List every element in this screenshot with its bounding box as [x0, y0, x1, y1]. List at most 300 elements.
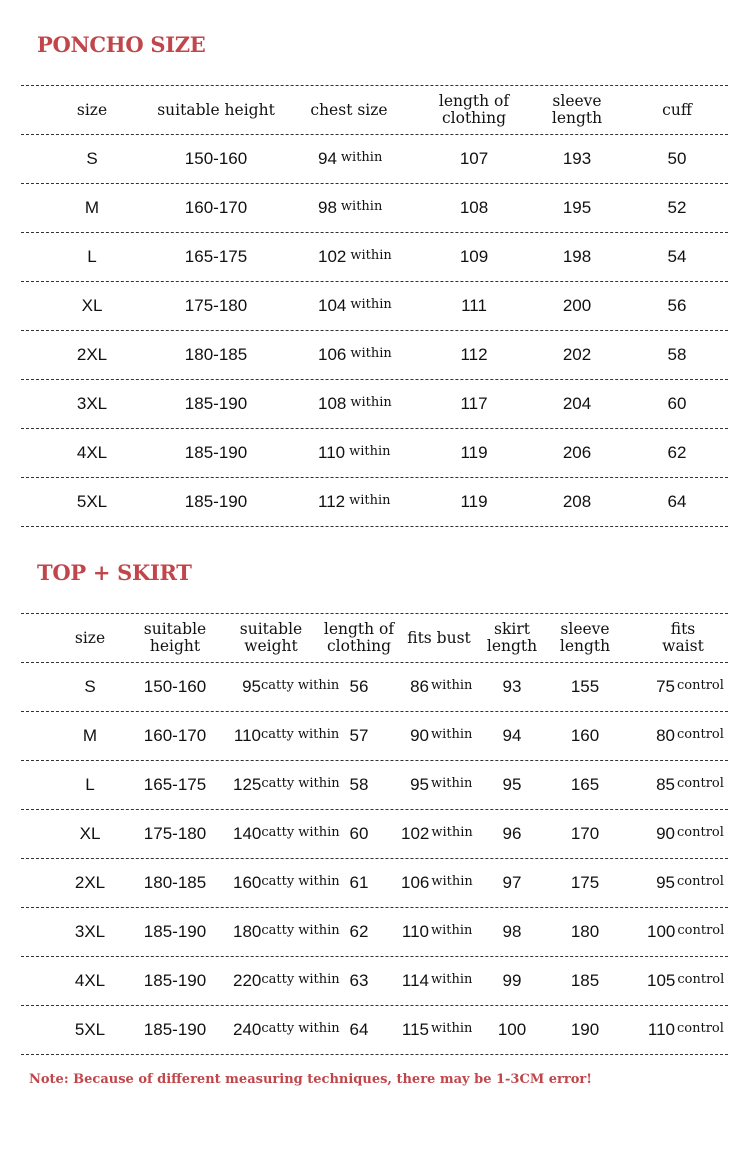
cell-sleeve: [563, 331, 591, 379]
cell-chest: [318, 331, 392, 379]
value-waist: 110: [647, 1020, 675, 1039]
value-weight: 140: [233, 824, 262, 843]
table-row: [21, 232, 728, 281]
column-header: fits waist: [662, 620, 704, 655]
cell-sleeve: [563, 135, 591, 183]
value-chest: 108: [318, 394, 347, 413]
cell-chest: [318, 233, 392, 281]
value-cuff: 52: [667, 198, 687, 217]
cell-bust: [401, 957, 472, 1005]
unit-within: within: [431, 775, 473, 791]
value-cuff: 60: [667, 394, 687, 413]
unit-within: within: [298, 1020, 340, 1036]
unit-within: within: [298, 775, 340, 791]
value-cuff: 54: [667, 247, 687, 266]
cell-waist: [647, 1006, 724, 1054]
unit-within: within: [431, 922, 473, 938]
value-cuff: 62: [667, 443, 687, 462]
cell-size: [80, 810, 101, 858]
cell-height: [144, 957, 206, 1005]
table-row: [21, 183, 728, 232]
value-sleeve: 193: [562, 149, 592, 168]
cell-waist: [647, 810, 724, 858]
table-row: [21, 428, 728, 477]
unit-within: within: [350, 345, 392, 361]
value-height: 175-180: [184, 296, 248, 315]
value-skirt: 99: [502, 971, 522, 990]
unit-within: within: [298, 873, 340, 889]
value-length: 107: [459, 149, 489, 168]
value-chest: 102: [318, 247, 347, 266]
cell-height: [185, 233, 247, 281]
value-bust: 86: [410, 677, 429, 696]
cell-bust: [401, 908, 472, 956]
cell-size: [82, 282, 103, 330]
unit-within: within: [297, 677, 340, 693]
cell-skirt: [503, 859, 522, 907]
unit-catty: catty: [261, 677, 294, 693]
value-length: 62: [349, 922, 369, 941]
cell-length: [460, 135, 488, 183]
value-length: 63: [349, 971, 369, 990]
cell-sleeve: [571, 663, 599, 711]
value-weight: 125: [233, 775, 262, 794]
cell-length: [350, 1006, 369, 1054]
value-weight: 95: [242, 677, 261, 696]
cell-size: [85, 761, 94, 809]
value-weight: 180: [233, 922, 262, 941]
unit-control: control: [677, 971, 725, 987]
cell-skirt: [503, 810, 522, 858]
table-row: [21, 956, 728, 1005]
value-chest: 110: [318, 443, 346, 462]
cell-size: [85, 184, 99, 232]
cell-bust: [401, 859, 473, 907]
value-bust: 102: [401, 824, 430, 843]
value-height: 185-190: [143, 1020, 207, 1039]
cell-sleeve: [571, 810, 599, 858]
unit-within: within: [340, 198, 383, 214]
cell-skirt: [503, 663, 522, 711]
unit-catty: catty: [261, 873, 295, 889]
cell-cuff: [668, 478, 687, 526]
unit-control: control: [677, 775, 724, 791]
cell-sleeve: [571, 1006, 599, 1054]
value-height: 150-160: [143, 677, 207, 696]
unit-within: within: [340, 149, 383, 165]
value-chest: 104: [318, 296, 347, 315]
cell-cuff: [668, 282, 687, 330]
value-size: M: [84, 198, 100, 217]
cell-length: [350, 663, 369, 711]
cell-bust: [401, 663, 472, 711]
cell-length: [461, 282, 487, 330]
value-cuff: 64: [667, 492, 687, 511]
cell-size: [75, 859, 105, 907]
unit-control: control: [677, 873, 724, 889]
top-skirt-title: TOP + SKIRT: [37, 560, 192, 585]
unit-control: control: [677, 824, 724, 840]
value-height: 160-170: [184, 198, 248, 217]
cell-waist: [647, 712, 724, 760]
value-cuff: 58: [667, 345, 687, 364]
value-bust: 115: [401, 1020, 429, 1039]
cell-skirt: [503, 908, 522, 956]
value-length: 64: [349, 1020, 369, 1039]
cell-chest: [318, 429, 391, 477]
cell-skirt: [503, 957, 522, 1005]
value-length: 109: [459, 247, 489, 266]
cell-waist: [647, 663, 724, 711]
value-sleeve: 195: [562, 198, 592, 217]
value-skirt: 98: [502, 922, 522, 941]
cell-weight: [233, 663, 339, 711]
value-size: XL: [79, 824, 101, 843]
cell-cuff: [668, 429, 687, 477]
value-skirt: 97: [502, 873, 522, 892]
table-row: [21, 134, 728, 183]
cell-weight: [233, 957, 340, 1005]
cell-bust: [401, 810, 473, 858]
cell-sleeve: [563, 478, 591, 526]
value-size: 2XL: [74, 873, 106, 892]
value-skirt: 94: [502, 726, 522, 745]
unit-control: control: [677, 922, 725, 938]
cell-cuff: [668, 331, 687, 379]
cell-weight: [233, 908, 340, 956]
unit-within: within: [350, 247, 392, 263]
cell-sleeve: [571, 761, 599, 809]
column-header: size: [74, 628, 106, 647]
cell-height: [185, 429, 247, 477]
value-sleeve: 208: [562, 492, 592, 511]
unit-catty: catty: [261, 824, 295, 840]
cell-size: [86, 135, 97, 183]
value-sleeve: 206: [562, 443, 592, 462]
cell-waist: [647, 761, 724, 809]
value-length: 117: [460, 394, 488, 413]
table-row: [21, 281, 728, 330]
value-skirt: 93: [502, 677, 522, 696]
value-size: 5XL: [76, 492, 108, 511]
poncho-size-table: [21, 85, 728, 527]
cell-weight: [233, 859, 340, 907]
value-size: 3XL: [76, 394, 108, 413]
unit-within: within: [431, 677, 473, 693]
cell-height: [185, 282, 247, 330]
column-header: sleeve length: [551, 92, 603, 127]
value-height: 165-175: [184, 247, 248, 266]
value-length: 112: [460, 345, 488, 364]
cell-bust: [401, 761, 472, 809]
value-height: 185-190: [184, 443, 248, 462]
cell-sleeve: [571, 712, 599, 760]
table-row: [21, 809, 728, 858]
value-sleeve: 180: [570, 922, 600, 941]
value-size: L: [85, 775, 95, 794]
table-header-row: [21, 613, 728, 662]
unit-catty: catty: [261, 775, 295, 791]
value-sleeve: 190: [570, 1020, 600, 1039]
cell-length: [460, 184, 488, 232]
unit-within: within: [298, 824, 340, 840]
value-skirt: 95: [502, 775, 522, 794]
cell-height: [144, 712, 206, 760]
table-row: [21, 711, 728, 760]
value-bust: 106: [401, 873, 430, 892]
value-bust: 114: [401, 971, 429, 990]
cell-height: [185, 184, 247, 232]
unit-within: within: [349, 492, 391, 508]
value-size: L: [87, 247, 97, 266]
cell-waist: [647, 908, 724, 956]
table-row: [21, 1005, 728, 1055]
cell-sleeve: [571, 859, 599, 907]
cell-weight: [233, 712, 339, 760]
cell-height: [185, 478, 247, 526]
cell-size: [77, 478, 107, 526]
cell-cuff: [668, 380, 687, 428]
value-chest: 94: [318, 149, 337, 168]
cell-waist: [647, 859, 724, 907]
value-length: 108: [459, 198, 489, 217]
top-skirt-size-table: [21, 613, 728, 1055]
value-height: 180-185: [184, 345, 248, 364]
value-size: 5XL: [74, 1020, 106, 1039]
cell-chest: [318, 184, 382, 232]
cell-size: [84, 663, 95, 711]
cell-height: [144, 761, 206, 809]
value-length: 60: [349, 824, 369, 843]
unit-within: within: [298, 971, 340, 987]
value-height: 175-180: [143, 824, 207, 843]
cell-length: [460, 429, 487, 477]
value-waist: 105: [647, 971, 676, 990]
table-row: [21, 379, 728, 428]
value-sleeve: 200: [562, 296, 592, 315]
value-sleeve: 204: [562, 394, 592, 413]
cell-chest: [318, 380, 392, 428]
cell-sleeve: [563, 282, 591, 330]
value-waist: 100: [647, 922, 676, 941]
cell-height: [144, 859, 206, 907]
value-length: 119: [460, 492, 488, 511]
unit-catty: catty: [261, 971, 295, 987]
cell-length: [460, 380, 487, 428]
value-length: 57: [349, 726, 369, 745]
cell-weight: [233, 761, 340, 809]
value-sleeve: 160: [570, 726, 600, 745]
value-length: 111: [461, 296, 487, 315]
table-header-row: [21, 85, 728, 134]
cell-weight: [233, 1006, 340, 1054]
value-size: S: [86, 149, 98, 168]
value-height: 185-190: [143, 922, 207, 941]
value-size: 4XL: [76, 443, 108, 462]
cell-length: [460, 233, 488, 281]
value-weight: 240: [233, 1020, 262, 1039]
unit-within: within: [349, 443, 391, 459]
value-height: 185-190: [143, 971, 207, 990]
value-chest: 98: [318, 198, 337, 217]
cell-size: [75, 908, 105, 956]
value-weight: 160: [233, 873, 262, 892]
value-waist: 95: [656, 873, 675, 892]
value-skirt: 96: [502, 824, 522, 843]
unit-within: within: [298, 922, 340, 938]
cell-cuff: [668, 135, 687, 183]
cell-bust: [401, 1006, 472, 1054]
unit-within: within: [431, 824, 473, 840]
value-length: 58: [349, 775, 369, 794]
cell-chest: [318, 135, 382, 183]
column-header: sleeve length: [559, 620, 611, 655]
value-weight: 110: [233, 726, 261, 745]
cell-size: [77, 331, 107, 379]
cell-skirt: [498, 1006, 526, 1054]
table-row: [21, 907, 728, 956]
value-size: 3XL: [74, 922, 106, 941]
unit-control: control: [677, 1020, 724, 1036]
cell-size: [77, 429, 107, 477]
column-header: suitable height: [143, 620, 207, 655]
value-height: 180-185: [143, 873, 207, 892]
cell-sleeve: [563, 429, 591, 477]
value-height: 165-175: [143, 775, 207, 794]
column-header: suitable height: [157, 100, 275, 119]
cell-weight: [233, 810, 340, 858]
cell-chest: [318, 478, 391, 526]
value-size: XL: [81, 296, 103, 315]
unit-control: control: [677, 677, 724, 693]
measurement-note: Note: Because of different measuring techniques, there may be 1-3CM error!: [29, 1072, 592, 1087]
value-waist: 85: [656, 775, 675, 794]
unit-control: control: [677, 726, 724, 742]
unit-within: within: [431, 1020, 473, 1036]
cell-height: [144, 810, 206, 858]
table-row: [21, 330, 728, 379]
cell-cuff: [668, 184, 687, 232]
value-length: 119: [460, 443, 488, 462]
column-header: length of clothing: [438, 92, 510, 127]
column-header: skirt length: [486, 620, 538, 655]
cell-sleeve: [563, 184, 591, 232]
cell-length: [350, 761, 369, 809]
value-size: M: [82, 726, 98, 745]
value-sleeve: 198: [562, 247, 592, 266]
value-sleeve: 170: [570, 824, 600, 843]
column-header: fits bust: [407, 628, 471, 647]
value-sleeve: 155: [570, 677, 600, 696]
unit-within: within: [297, 726, 340, 742]
poncho-size-title: PONCHO SIZE: [37, 32, 206, 57]
column-header: suitable weight: [239, 620, 303, 655]
cell-sleeve: [571, 908, 599, 956]
cell-size: [77, 380, 107, 428]
cell-sleeve: [571, 957, 599, 1005]
cell-height: [185, 135, 247, 183]
value-height: 160-170: [143, 726, 207, 745]
unit-catty: catty: [261, 922, 295, 938]
value-skirt: 100: [497, 1020, 527, 1039]
unit-within: within: [431, 726, 473, 742]
cell-chest: [318, 282, 392, 330]
value-chest: 106: [318, 345, 347, 364]
cell-size: [75, 1006, 105, 1054]
cell-length: [350, 957, 369, 1005]
cell-bust: [401, 712, 472, 760]
cell-height: [185, 331, 247, 379]
cell-waist: [647, 957, 724, 1005]
value-bust: 90: [410, 726, 429, 745]
cell-size: [87, 233, 96, 281]
value-length: 61: [349, 873, 369, 892]
unit-within: within: [431, 873, 473, 889]
value-waist: 75: [656, 677, 675, 696]
value-sleeve: 185: [570, 971, 600, 990]
cell-length: [350, 810, 369, 858]
unit-within: within: [350, 394, 392, 410]
value-cuff: 56: [667, 296, 687, 315]
unit-catty: catty: [261, 1020, 295, 1036]
value-sleeve: 202: [562, 345, 592, 364]
table-row: [21, 858, 728, 907]
cell-size: [75, 957, 105, 1005]
cell-height: [144, 908, 206, 956]
cell-sleeve: [563, 233, 591, 281]
column-header: length of clothing: [323, 620, 395, 655]
value-sleeve: 175: [570, 873, 600, 892]
value-bust: 95: [410, 775, 429, 794]
value-size: 4XL: [74, 971, 106, 990]
cell-length: [460, 478, 487, 526]
column-header: size: [76, 100, 108, 119]
value-height: 185-190: [184, 492, 248, 511]
cell-skirt: [503, 712, 522, 760]
table-row: [21, 662, 728, 711]
cell-length: [350, 908, 369, 956]
cell-height: [144, 1006, 206, 1054]
cell-cuff: [668, 233, 687, 281]
value-weight: 220: [233, 971, 262, 990]
column-header: chest size: [310, 100, 388, 119]
value-chest: 112: [318, 492, 346, 511]
value-size: S: [84, 677, 96, 696]
value-cuff: 50: [667, 149, 687, 168]
value-bust: 110: [401, 922, 429, 941]
cell-length: [350, 859, 369, 907]
cell-length: [460, 331, 487, 379]
cell-height: [185, 380, 247, 428]
value-height: 150-160: [184, 149, 248, 168]
unit-within: within: [350, 296, 392, 312]
cell-size: [83, 712, 97, 760]
cell-sleeve: [563, 380, 591, 428]
cell-skirt: [503, 761, 522, 809]
value-height: 185-190: [184, 394, 248, 413]
value-length: 56: [349, 677, 369, 696]
column-header: cuff: [662, 100, 692, 119]
cell-height: [144, 663, 206, 711]
value-waist: 80: [656, 726, 675, 745]
value-size: 2XL: [76, 345, 108, 364]
value-sleeve: 165: [570, 775, 600, 794]
table-row: [21, 477, 728, 527]
value-waist: 90: [656, 824, 675, 843]
unit-within: within: [431, 971, 473, 987]
unit-catty: catty: [261, 726, 294, 742]
cell-length: [350, 712, 369, 760]
